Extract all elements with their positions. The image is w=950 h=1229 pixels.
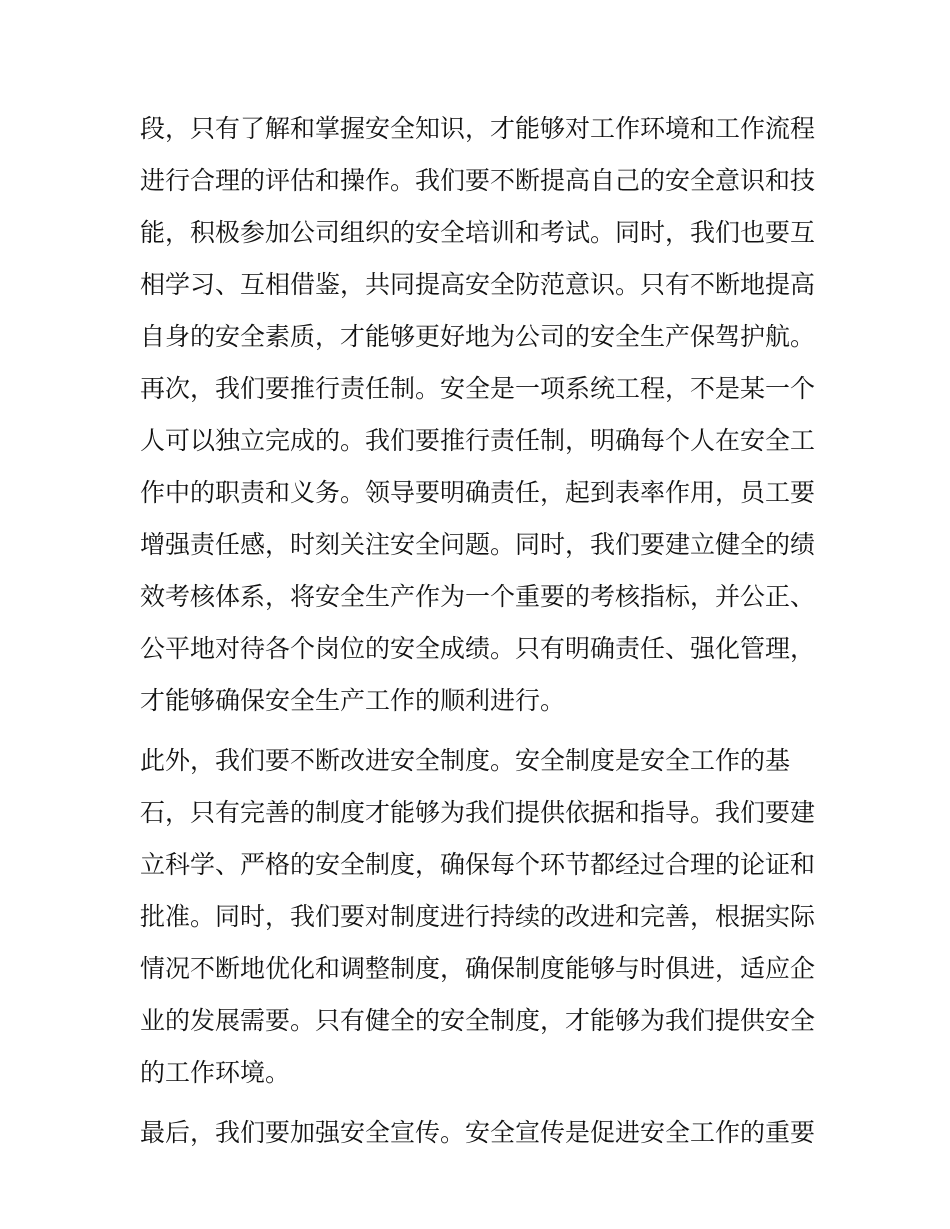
paragraph-safety-knowledge [140, 103, 820, 363]
text-line: 的工作环境。 [140, 1058, 291, 1087]
text-line: 作中的职责和义务。领导要明确责任，起到表率作用，员工要 [140, 478, 816, 507]
text-line: 自身的安全素质，才能够更好地为公司的安全生产保驾护航。 [140, 322, 816, 351]
paragraph-safety-system [140, 735, 820, 1099]
text-line: 业的发展需要。只有健全的安全制度，才能够为我们提供安全 [140, 1006, 816, 1035]
text-line: 才能够确保安全生产工作的顺利进行。 [140, 686, 566, 715]
text-line: 最后，我们要加强安全宣传。安全宣传是促进安全工作的重要 [140, 1118, 816, 1147]
text-line: 相学习、互相借鉴，共同提高安全防范意识。只有不断地提高 [140, 270, 816, 299]
paragraph-responsibility [140, 363, 820, 727]
text-line: 增强责任感，时刻关注安全问题。同时，我们要建立健全的绩 [140, 530, 816, 559]
text-line: 批准。同时，我们要对制度进行持续的改进和完善，根据实际 [140, 902, 816, 931]
text-line: 立科学、严格的安全制度，确保每个环节都经过合理的论证和 [140, 850, 816, 879]
text-line: 情况不断地优化和调整制度，确保制度能够与时俱进，适应企 [140, 954, 816, 983]
text-line: 人可以独立完成的。我们要推行责任制，明确每个人在安全工 [140, 426, 816, 455]
text-line: 再次，我们要推行责任制。安全是一项系统工程，不是某一个 [140, 374, 816, 403]
text-line: 进行合理的评估和操作。我们要不断提高自己的安全意识和技 [140, 166, 816, 195]
text-line: 此外，我们要不断改进安全制度。安全制度是安全工作的基 [140, 746, 791, 775]
document-body [140, 103, 820, 1159]
text-line: 段，只有了解和掌握安全知识，才能够对工作环境和工作流程 [140, 114, 816, 143]
text-line: 公平地对待各个岗位的安全成绩。只有明确责任、强化管理， [140, 634, 816, 663]
text-line: 效考核体系，将安全生产作为一个重要的考核指标，并公正、 [140, 582, 816, 611]
text-line: 能，积极参加公司组织的安全培训和考试。同时，我们也要互 [140, 218, 816, 247]
text-line: 石，只有完善的制度才能够为我们提供依据和指导。我们要建 [140, 798, 816, 827]
paragraph-safety-publicity [140, 1107, 820, 1159]
